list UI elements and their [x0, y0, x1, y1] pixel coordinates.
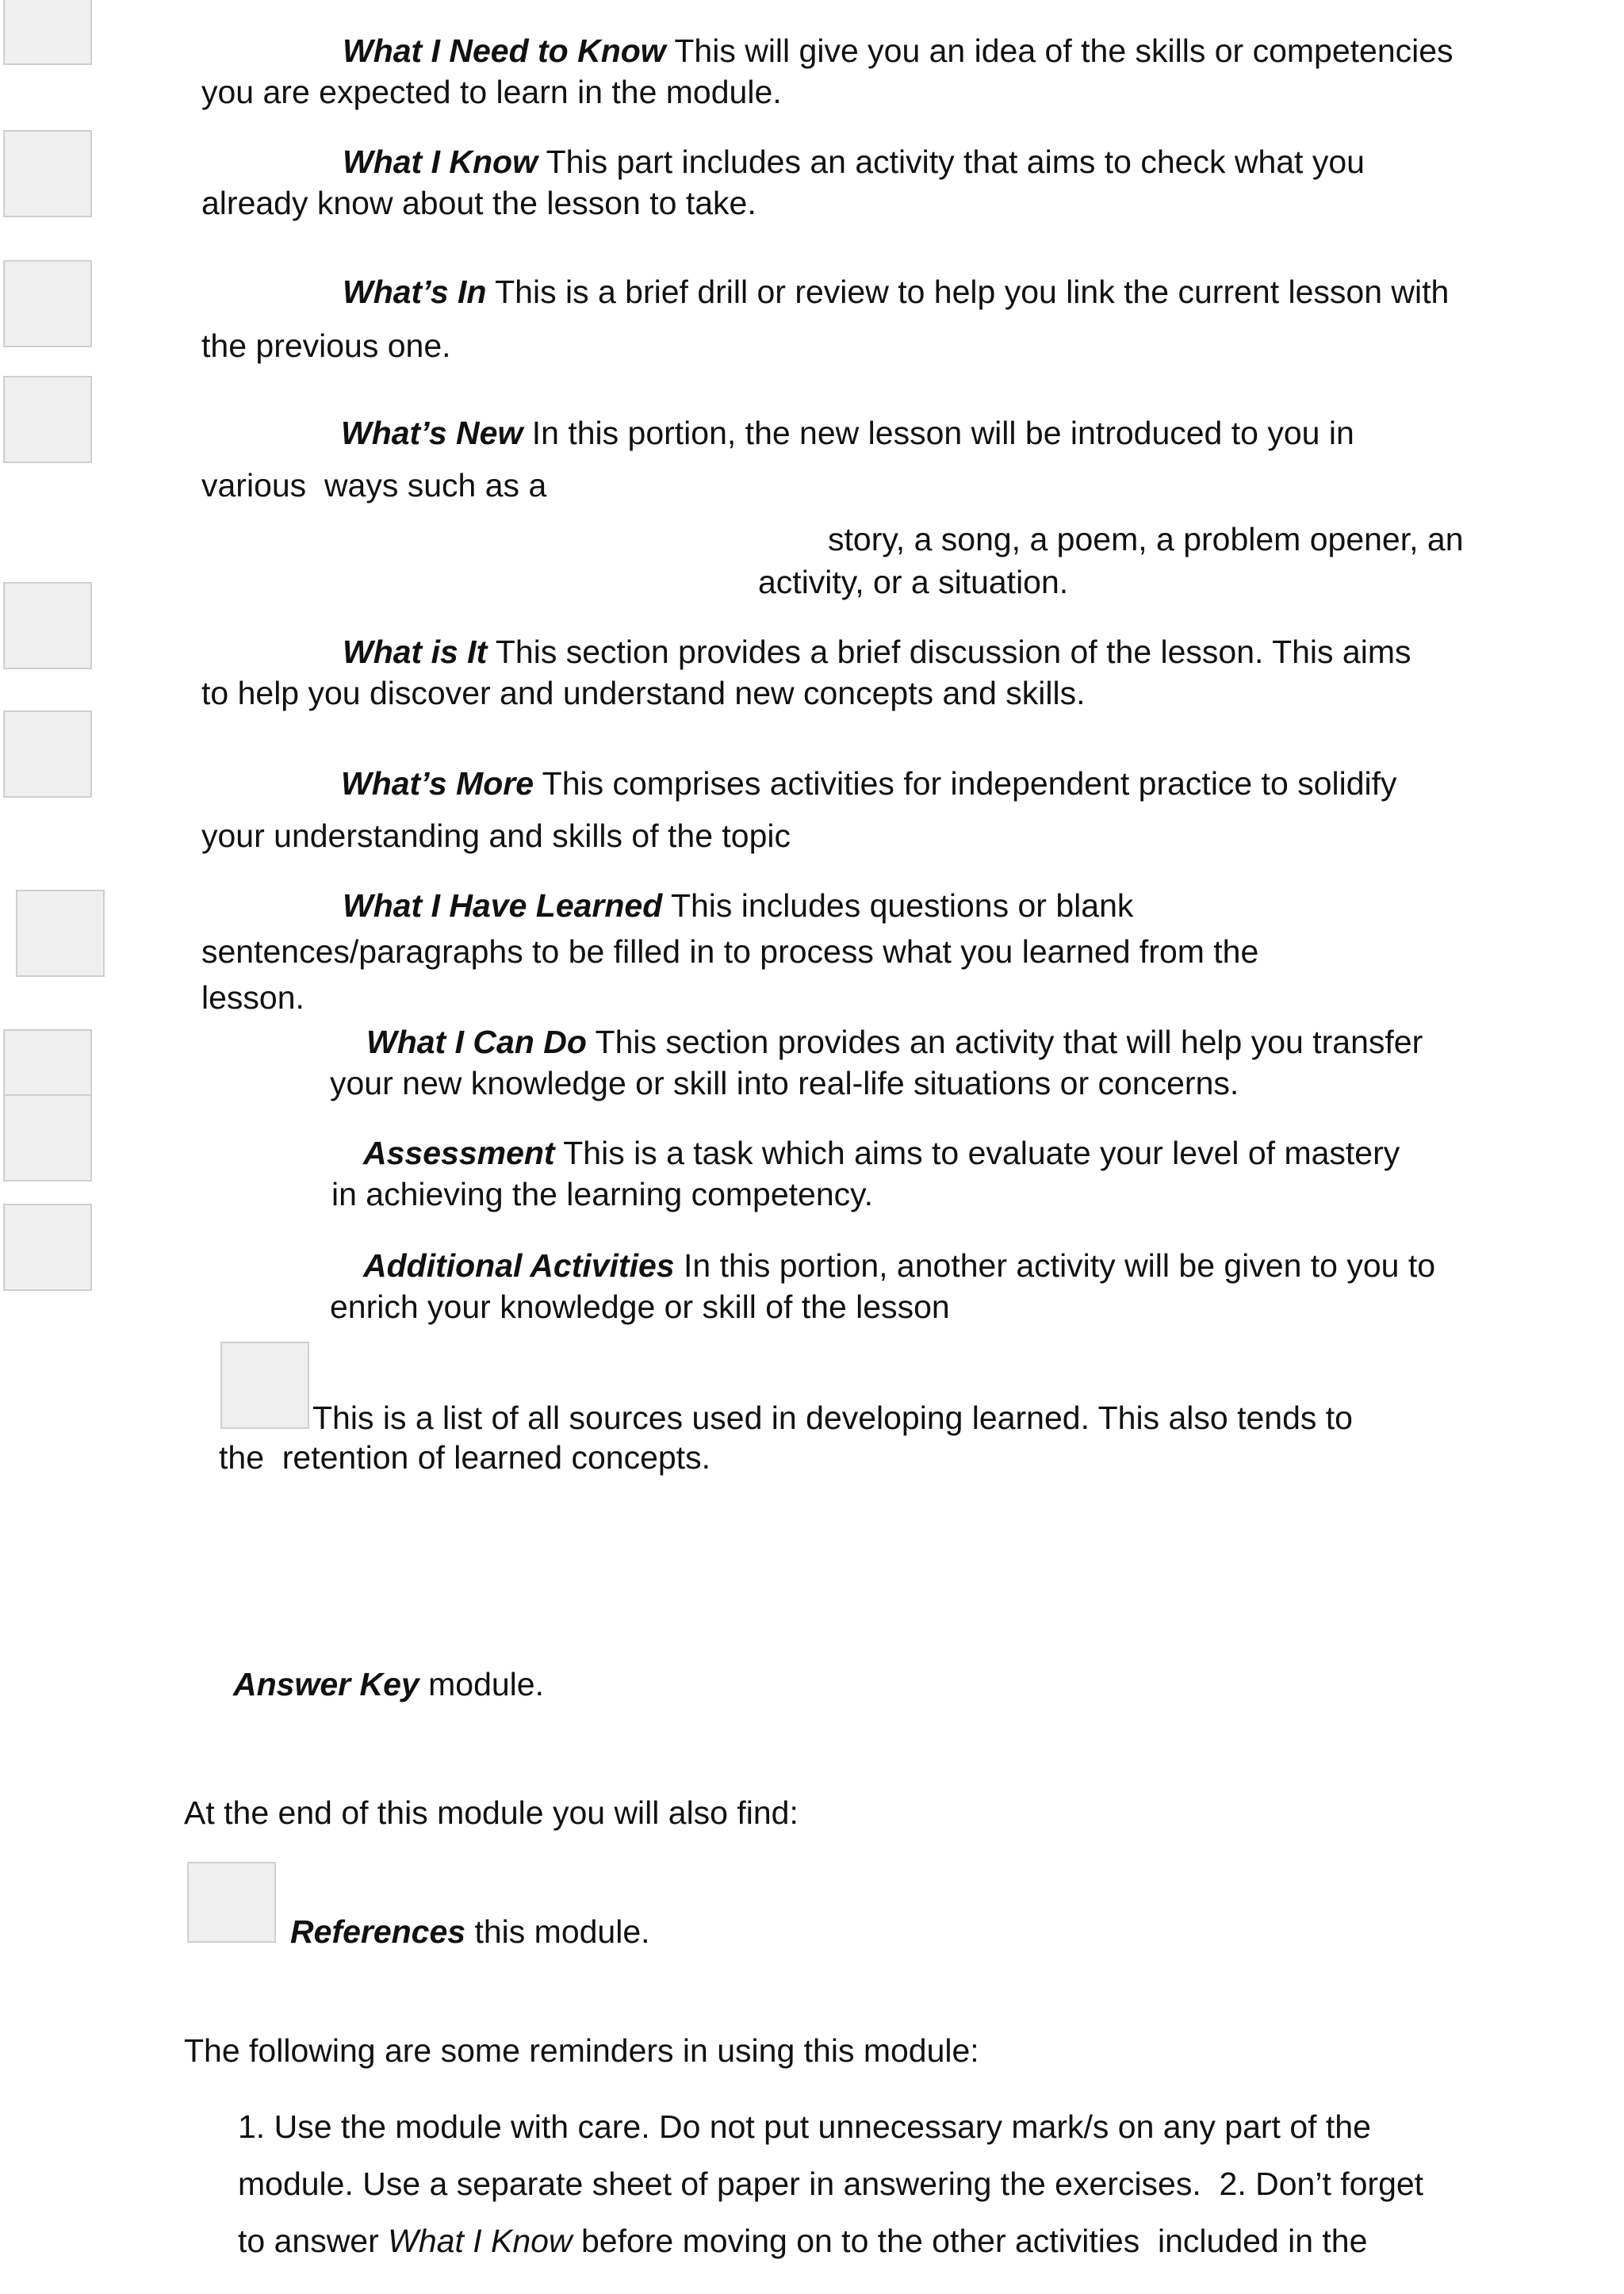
- answer-key-title: Answer Key: [233, 1666, 419, 1702]
- reminder-text-part: to answer: [238, 2223, 389, 2259]
- references-title: References: [290, 1913, 466, 1950]
- section-text: in achieving the learning competency.: [331, 1176, 873, 1212]
- reminder-text: [238, 2220, 1367, 2262]
- section-icon-placeholder: [3, 582, 92, 669]
- section-assessment: [363, 1132, 1400, 1174]
- section-title: What I Can Do: [366, 1024, 587, 1060]
- section-title: Additional Activities: [363, 1247, 675, 1284]
- section-text: various ways such as a: [201, 467, 547, 504]
- answer-key-line: [233, 1664, 544, 1706]
- section-whats-more: [341, 763, 1397, 805]
- section-text: This part includes an activity that aims to check what you: [546, 144, 1365, 180]
- sources-text: the retention of learned concepts.: [219, 1439, 710, 1476]
- section-text: This comprises activities for independent practice to solidify: [542, 765, 1397, 802]
- section-icon-placeholder: [3, 710, 92, 798]
- section-text: This section provides an activity that will help you transfer: [595, 1024, 1423, 1060]
- references-text: this module.: [474, 1913, 650, 1950]
- end-intro: At the end of this module you will also find:: [184, 1794, 799, 1831]
- section-text: In this portion, the new lesson will be introduced to you in: [531, 415, 1354, 451]
- section-text: to help you discover and understand new concepts and skills.: [201, 675, 1086, 711]
- reminder-text: module. Use a separate sheet of paper in answering the exercises. 2. Don’t forget: [238, 2166, 1424, 2202]
- section-whats-new: [341, 412, 1354, 454]
- section-text: This is a brief drill or review to help you link the current lesson with: [495, 274, 1450, 310]
- references-line: [290, 1911, 650, 1953]
- section-icon-placeholder: [16, 890, 105, 977]
- section-icon-placeholder: [3, 260, 92, 347]
- section-icon-placeholder: [3, 0, 92, 65]
- section-text: already know about the lesson to take.: [201, 185, 756, 221]
- section-text: the previous one.: [201, 327, 451, 364]
- section-text: your new knowledge or skill into real-life situations or concerns.: [330, 1065, 1239, 1101]
- section-text: This section provides a brief discussion of the lesson. This aims: [495, 634, 1411, 670]
- section-text: enrich your knowledge or skill of the lesson: [330, 1289, 950, 1325]
- section-title: What’s New: [341, 415, 523, 451]
- section-title: What I Know: [343, 144, 538, 180]
- references-icon-placeholder: [187, 1862, 276, 1943]
- section-title: What is It: [343, 634, 488, 670]
- reminder-text: 1. Use the module with care. Do not put unnecessary mark/s on any part of the: [238, 2108, 1371, 2145]
- answer-key-text: module.: [428, 1666, 544, 1702]
- section-what-i-have-learned: [343, 885, 1133, 927]
- section-text: you are expected to learn in the module.: [201, 74, 782, 110]
- section-what-i-need-to-know: [343, 30, 1454, 72]
- section-what-i-can-do: [366, 1021, 1423, 1063]
- section-icon-placeholder: [3, 1204, 92, 1291]
- section-text: your understanding and skills of the topic: [201, 818, 791, 854]
- section-title: What’s In: [343, 274, 487, 310]
- sources-icon-placeholder: [220, 1342, 309, 1429]
- section-title: What I Need to Know: [343, 33, 666, 69]
- section-icon-placeholder: [3, 376, 92, 463]
- section-text: sentences/paragraphs to be filled in to process what you learned from the: [201, 933, 1259, 970]
- sources-text: This is a list of all sources used in developing learned. This also tends to: [312, 1400, 1353, 1436]
- section-icon-placeholder: [3, 1094, 92, 1181]
- reminder-text-part: before moving on to the other activities included in the: [572, 2223, 1368, 2259]
- section-icon-placeholder: [3, 130, 92, 217]
- section-text: This will give you an idea of the skills or competencies: [674, 33, 1454, 69]
- section-what-is-it: [343, 631, 1411, 673]
- section-text: lesson.: [201, 979, 304, 1016]
- section-text: activity, or a situation.: [758, 564, 1069, 600]
- reminder-emphasis: What I Know: [388, 2223, 573, 2259]
- section-title: What I Have Learned: [343, 887, 663, 924]
- section-what-i-know: [343, 141, 1365, 183]
- section-text: This is a task which aims to evaluate your level of mastery: [563, 1135, 1400, 1171]
- section-whats-in: [343, 271, 1449, 313]
- section-title: What’s More: [341, 765, 534, 802]
- section-text: In this portion, another activity will be given to you to: [684, 1247, 1436, 1284]
- section-title: Assessment: [363, 1135, 555, 1171]
- reminders-intro: The following are some reminders in using this module:: [184, 2032, 979, 2069]
- section-additional-activities: [363, 1245, 1435, 1287]
- section-text: This includes questions or blank: [670, 887, 1134, 924]
- section-text: story, a song, a poem, a problem opener, an: [828, 521, 1464, 557]
